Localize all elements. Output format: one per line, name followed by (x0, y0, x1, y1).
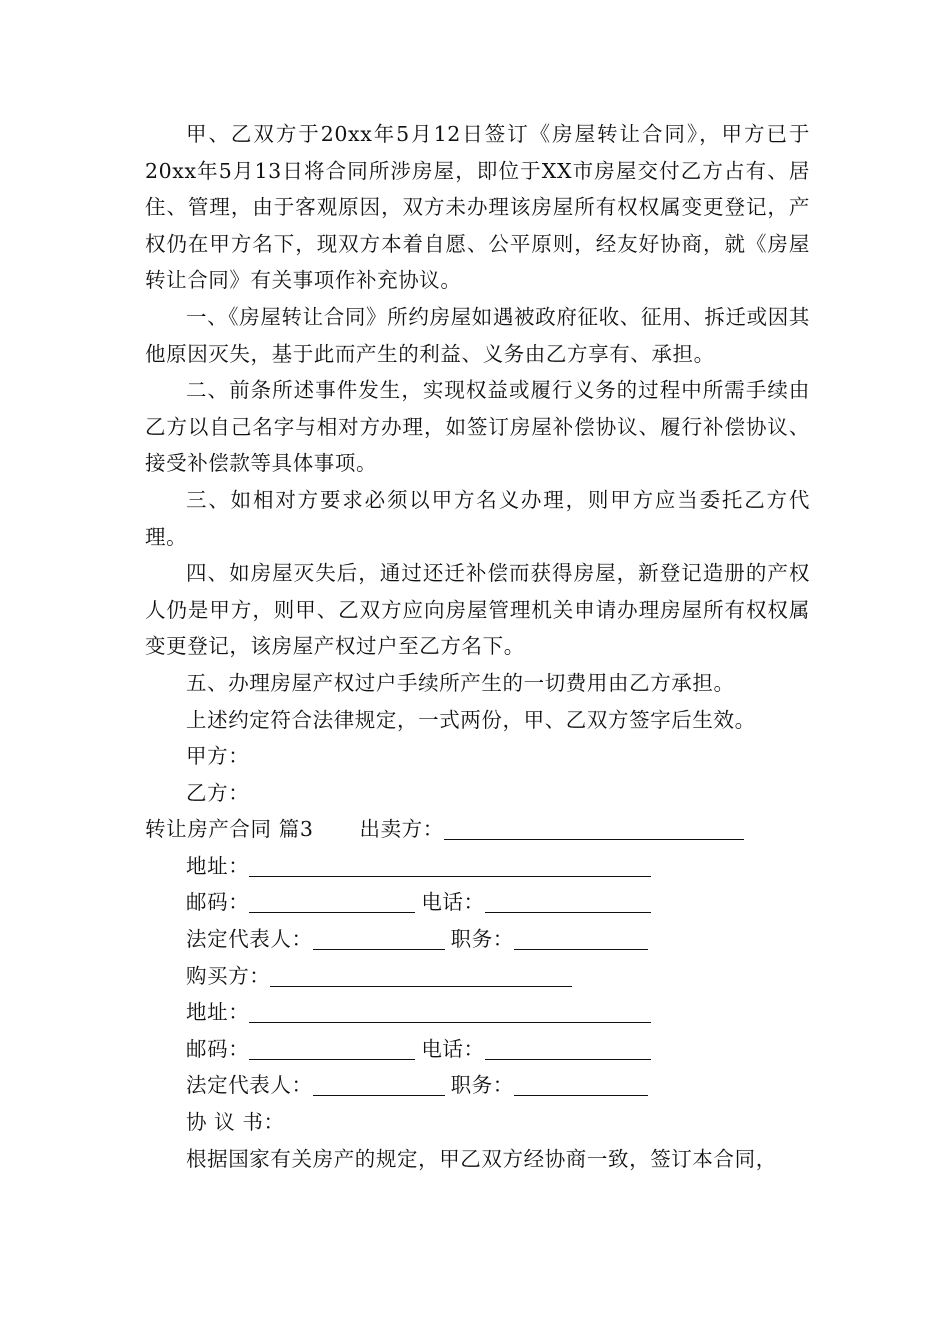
clause-2: 二、前条所述事件发生，实现权益或履行义务的过程中所需手续由乙方以自己名字与相对方办理，如签订房屋补偿协议、履行补偿协议、接受补偿款等具体事项。 (145, 378, 810, 476)
document-body (145, 116, 810, 1177)
seller-contact-line (145, 884, 810, 921)
seller-address-line (145, 848, 810, 885)
buyer-position-blank[interactable] (514, 1071, 648, 1096)
seller-rep-blank[interactable] (313, 925, 445, 950)
agreement-label: 协 议 书： (186, 1110, 285, 1135)
seller-blank[interactable] (444, 815, 744, 840)
party-b-label: 乙方： (186, 780, 250, 805)
seller-label: 出卖方： (359, 817, 444, 842)
clause-4: 四、如房屋灭失后，通过还迁补偿而获得房屋，新登记造册的产权人仍是甲方，则甲、乙双方应向房屋管理机关申请办理房屋所有权权属变更登记，该房屋产权过户至乙方名下。 (145, 561, 810, 659)
buyer-label: 购买方： (186, 963, 271, 988)
buyer-address-label: 地址： (186, 1000, 250, 1025)
buyer-postcode-label: 邮码： (186, 1036, 250, 1061)
seller-position-label: 职务： (450, 927, 514, 952)
buyer-rep-blank[interactable] (313, 1071, 445, 1096)
closing-statement: 上述约定符合法律规定，一式两份，甲、乙双方签字后生效。 (186, 707, 756, 732)
seller-phone-blank[interactable] (485, 888, 651, 913)
buyer-rep-label: 法定代表人： (186, 1073, 313, 1098)
section-title: 转让房产合同 篇3 (145, 817, 314, 842)
seller-rep-line (145, 921, 810, 958)
buyer-phone-blank[interactable] (485, 1035, 651, 1060)
clause-1: 一、《房屋转让合同》所约房屋如遇被政府征收、征用、拆迁或因其他原因灭失，基于此而产生的利益、义务由乙方享有、承担。 (145, 304, 810, 366)
buyer-postcode-blank[interactable] (249, 1035, 415, 1060)
seller-position-blank[interactable] (514, 925, 648, 950)
buyer-position-label: 职务： (450, 1073, 514, 1098)
clause-3: 三、如相对方要求必须以甲方名义办理，则甲方应当委托乙方代理。 (145, 487, 810, 549)
seller-address-label: 地址： (186, 853, 250, 878)
seller-phone-label: 电话： (421, 890, 485, 915)
agreement-heading (145, 1104, 810, 1141)
buyer-phone-label: 电话： (421, 1036, 485, 1061)
party-b-signature (145, 775, 810, 812)
seller-rep-label: 法定代表人： (186, 927, 313, 952)
buyer-address-line (145, 994, 810, 1031)
intro-paragraph: 甲、乙双方于20xx年5月12日签订《房屋转让合同》，甲方已于20xx年5月13日将合同所涉房屋，即位于XX市房屋交付乙方占有、居住、管理，由于客观原因，双方未办理该房屋所有权权属变更登记，产权仍在甲方名下，现双方本着自愿、公平原则，经友好协商，就《房屋转让合同》有关事项作补充协议。 (145, 122, 810, 293)
party-a-label: 甲方： (186, 744, 250, 769)
buyer-contact-line (145, 1031, 810, 1068)
agreement-text: 根据国家有关房产的规定，甲乙双方经协商一致，签订本合同， (186, 1146, 777, 1171)
buyer-blank[interactable] (270, 962, 572, 987)
buyer-line (145, 958, 810, 995)
seller-postcode-label: 邮码： (186, 890, 250, 915)
party-a-signature (145, 738, 810, 775)
seller-address-blank[interactable] (249, 852, 651, 877)
seller-line (145, 811, 810, 848)
seller-postcode-blank[interactable] (249, 888, 415, 913)
clause-5: 五、办理房屋产权过户手续所产生的一切费用由乙方承担。 (186, 670, 735, 695)
buyer-rep-line (145, 1067, 810, 1104)
buyer-address-blank[interactable] (249, 998, 651, 1023)
